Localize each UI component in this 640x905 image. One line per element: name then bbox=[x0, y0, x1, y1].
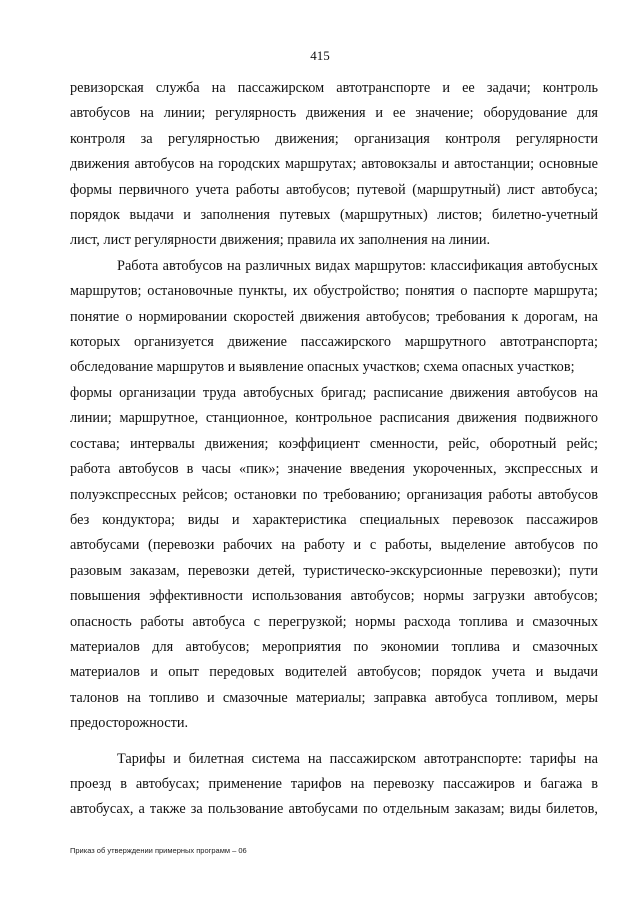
text-line: без кондуктора; виды и характеристика специальных перевозок пассажиров bbox=[70, 511, 598, 528]
text-line: которых организуется движение пассажирского маршрутного автотранспорта; bbox=[70, 334, 598, 351]
text-line: талонов на топливо и смазочные материалы; заправка автобуса топливом, меры bbox=[70, 689, 598, 706]
text-line: маршрутов; остановочные пункты, их обустройство; понятия о паспорте маршрута; bbox=[70, 283, 598, 300]
text-line: движения автобусов на городских маршрутах; автовокзалы и автостанции; основные bbox=[70, 156, 598, 173]
text-line: полуэкспрессных рейсов; остановки по требованию; организация работы автобусов bbox=[70, 486, 598, 503]
text-line: автобусах, а также за пользование автобусами по отдельным заказам; виды билетов, bbox=[70, 801, 598, 818]
text-line: линии; маршрутное, станционное, контрольное расписания движения подвижного bbox=[70, 410, 598, 427]
text-line: повышения эффективности использования автобусов; нормы загрузки автобусов; bbox=[70, 588, 598, 605]
text-line: состава; интервалы движения; коэффициент сменности, рейс, оборотный рейс; bbox=[70, 435, 598, 452]
text-line: автобусами (перевозки рабочих на работу и с работы, выделение автобусов по bbox=[70, 537, 598, 554]
text-line: порядок выдачи и заполнения путевых (маршрутных) листов; билетно-учетный bbox=[70, 207, 598, 224]
text-line: лист, лист регулярности движения; правила их заполнения на линии. bbox=[70, 232, 491, 249]
text-line: ревизорская служба на пассажирском автотранспорте и ее задачи; контроль bbox=[70, 80, 598, 96]
paragraph-3 bbox=[70, 747, 598, 823]
text-line: контроля за регулярностью движения; организация контроля регулярности bbox=[70, 130, 598, 147]
text-line: обследование маршрутов и выявление опасных участков; схема опасных участков; bbox=[70, 359, 575, 376]
text-line: формы первичного учета работы автобусов; путевой (маршрутный) лист автобуса; bbox=[70, 181, 598, 198]
text-line: проезд в автобусах; применение тарифов на перевозку пассажиров и багажа в bbox=[70, 775, 598, 792]
text-line: формы организации труда автобусных бригад; расписание движения автобусов на bbox=[70, 384, 598, 401]
text-line: материалов для автобусов; мероприятия по экономии топлива и смазочных bbox=[70, 638, 598, 655]
paragraph-2 bbox=[70, 254, 598, 737]
text-line: Тарифы и билетная система на пассажирском автотранспорте: тарифы на bbox=[117, 750, 598, 767]
text-line: работа автобусов в часы «пик»; значение введения укороченных, экспрессных и bbox=[70, 461, 598, 478]
page-number: 415 bbox=[310, 48, 330, 63]
paragraph-1 bbox=[70, 76, 598, 254]
text-line: автобусов на линии; регулярность движения и ее значение; оборудование для bbox=[70, 105, 598, 122]
text-line: опасность работы автобуса с перегрузкой; нормы расхода топлива и смазочных bbox=[70, 613, 598, 630]
body-text bbox=[70, 76, 598, 823]
text-line: разовым заказам, перевозки детей, туристическо-экскурсионные перевозки); пути bbox=[70, 562, 598, 579]
text-line: предосторожности. bbox=[70, 715, 189, 732]
text-line: материалов и опыт передовых водителей автобусов; порядок учета и выдачи bbox=[70, 664, 598, 681]
text-line: Работа автобусов на различных видах маршрутов: классификация автобусных bbox=[117, 257, 598, 274]
text-line: понятие о нормировании скоростей движения автобусов; требования к дорогам, на bbox=[70, 308, 598, 325]
footer-note: Приказ об утверждении примерных программ – 06 bbox=[70, 846, 247, 855]
